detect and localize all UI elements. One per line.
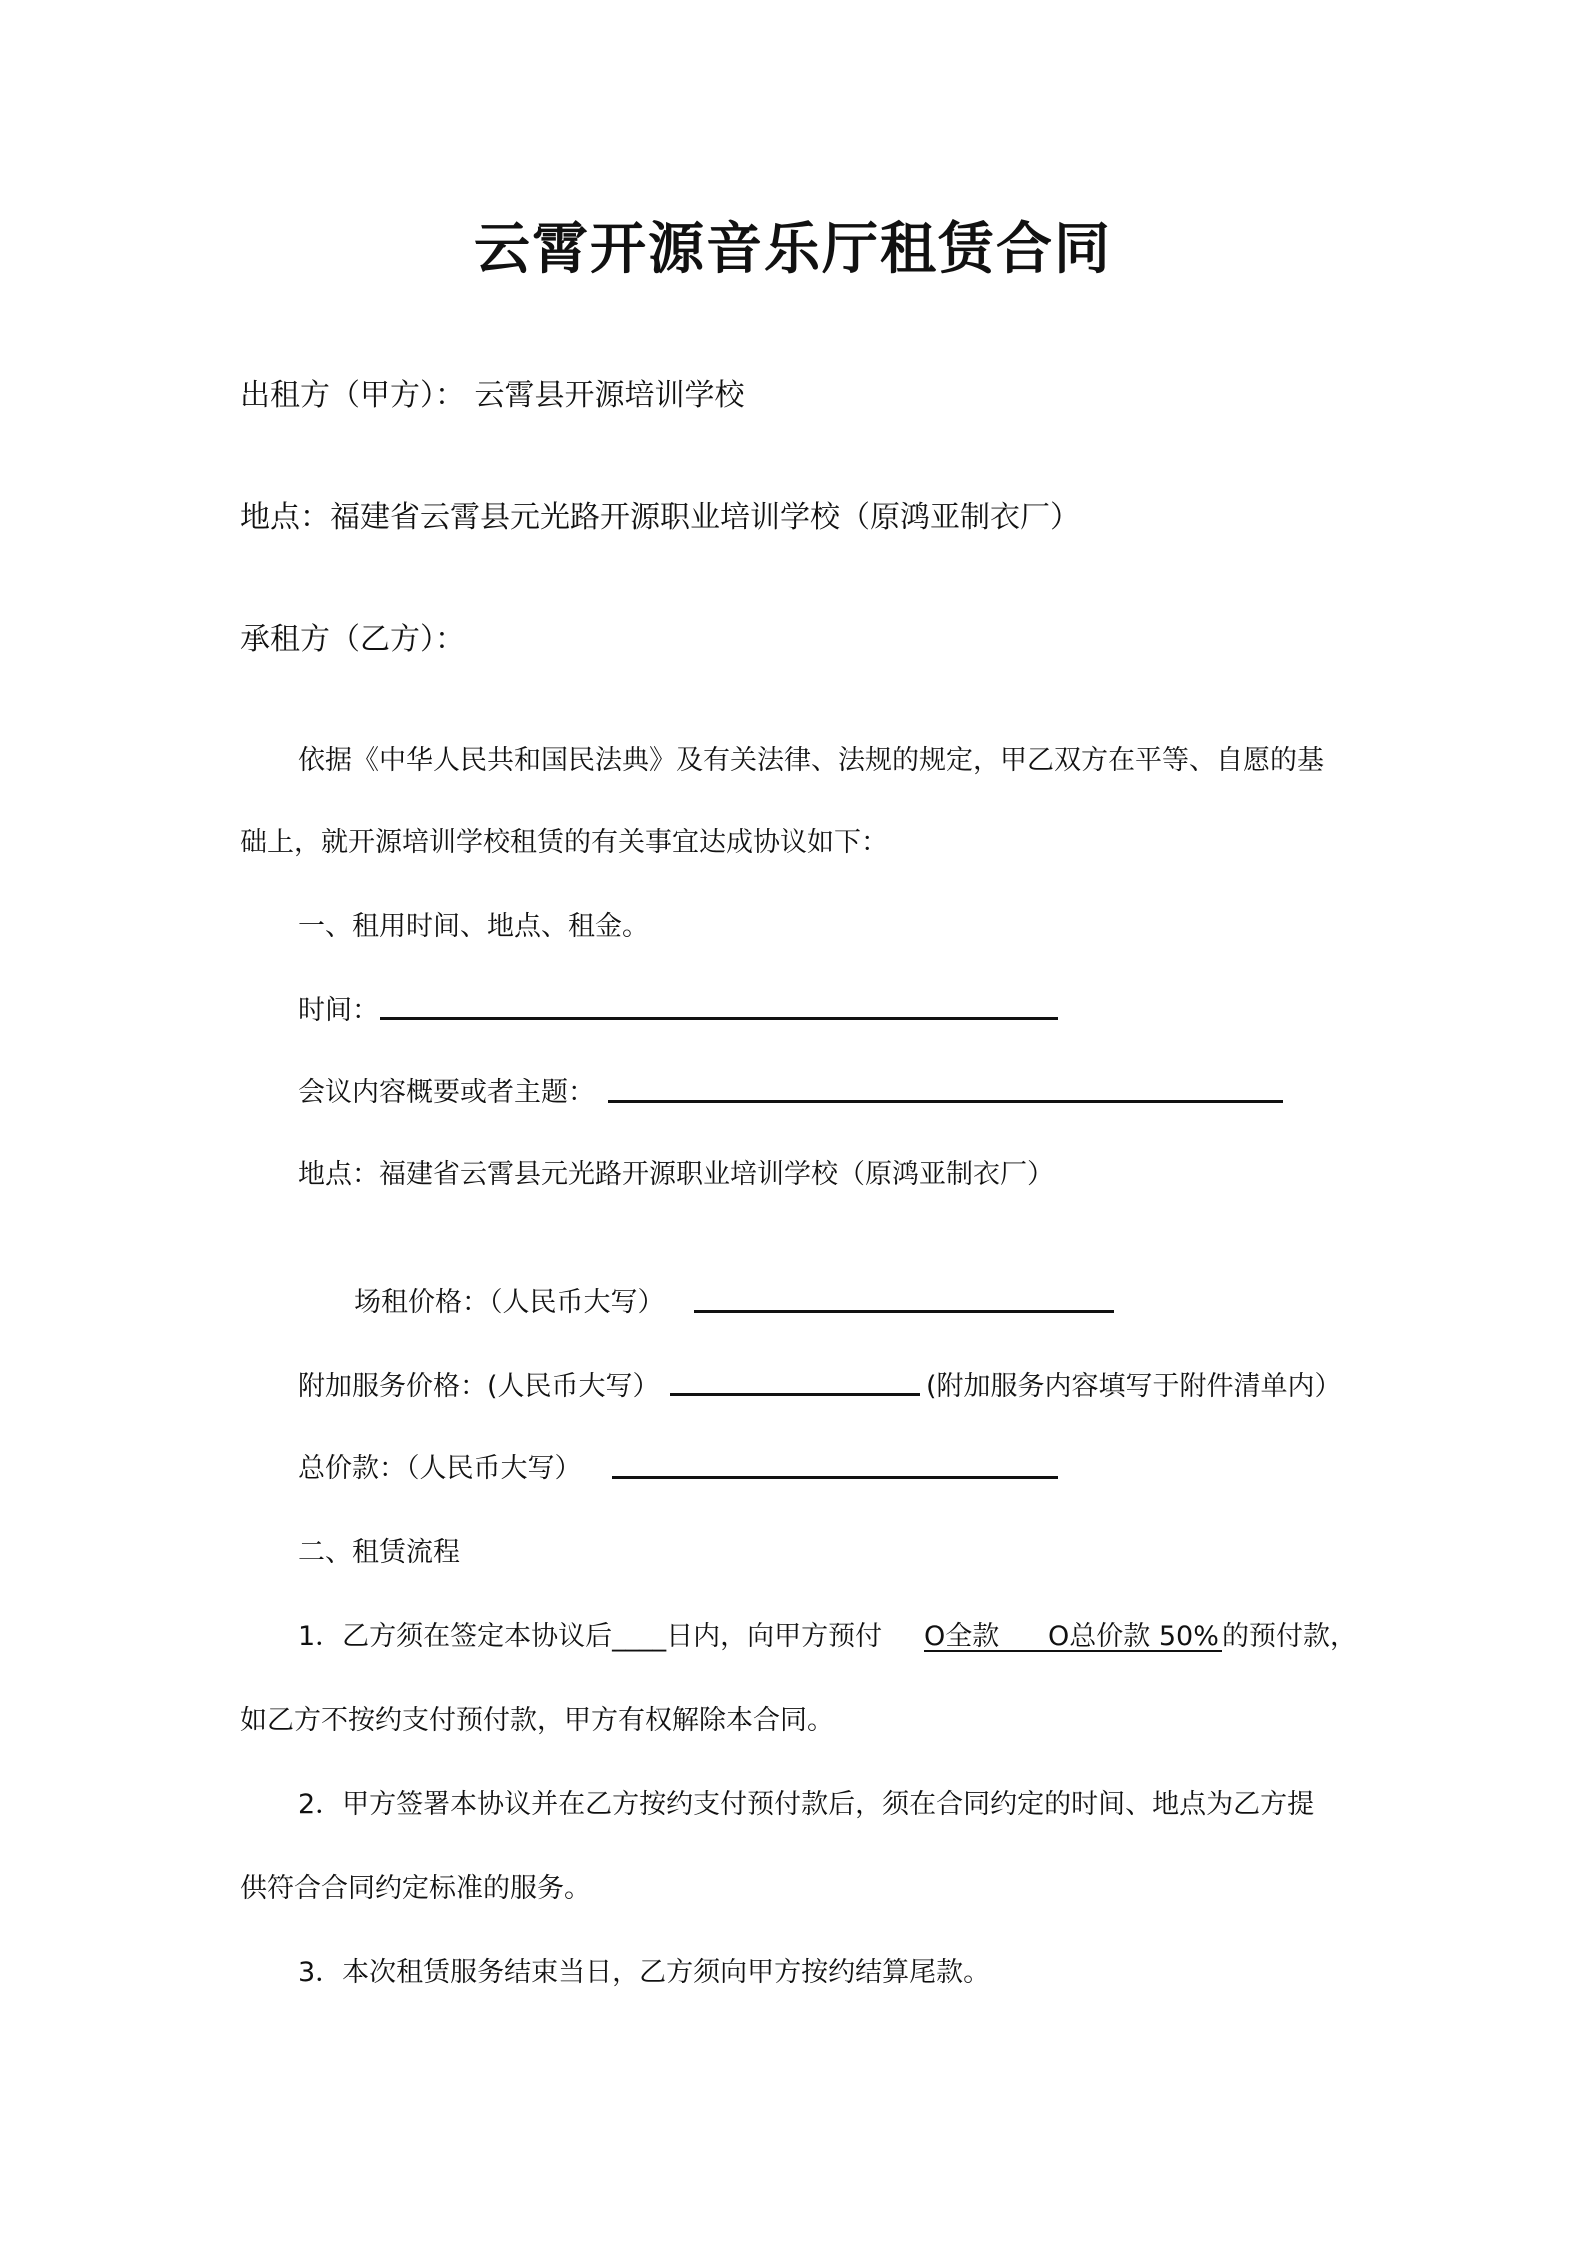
- time-blank-line[interactable]: [380, 1017, 1058, 1020]
- topic-label: 会议内容概要或者主题：: [298, 1077, 595, 1108]
- total-price-label: 总价款：（人民币大写）: [298, 1453, 582, 1484]
- time-label: 时间：: [298, 995, 379, 1026]
- item-1-tail: 的预付款，: [1222, 1621, 1357, 1652]
- lessor-line: 出租方（甲方）： 云霄县开源培训学校: [240, 378, 745, 413]
- lessee-line: 承租方（乙方）：: [240, 622, 465, 657]
- extra-service-note: (附加服务内容填写于附件清单内）: [926, 1371, 1342, 1402]
- item-3-text: 3．本次租赁服务结束当日，乙方须向甲方按约结算尾款。: [298, 1957, 991, 1988]
- item-2-line-2: 供符合合同约定标准的服务。: [240, 1873, 591, 1904]
- payment-options-underline: [924, 1650, 1222, 1652]
- option-half-payment[interactable]: O总价款 50%: [1048, 1621, 1219, 1652]
- document-title: 云霄开源音乐厅租赁合同: [474, 217, 1112, 282]
- extra-price-label: 附加服务价格：(人民币大写）: [298, 1371, 660, 1402]
- lessor-location: 地点：福建省云霄县元光路开源职业培训学校（原鸿亚制衣厂）: [240, 500, 1080, 535]
- venue-price-blank-line[interactable]: [694, 1310, 1114, 1313]
- item-2-line-1: 2．甲方签署本协议并在乙方按约支付预付款后，须在合同约定的时间、地点为乙方提: [298, 1789, 1315, 1820]
- item-1-text: 1．乙方须在签定本协议后____日内，向甲方预付: [298, 1621, 883, 1652]
- option-full-payment[interactable]: O全款: [924, 1621, 1000, 1652]
- total-price-blank-line[interactable]: [612, 1476, 1058, 1479]
- section-2-heading: 二、租赁流程: [298, 1537, 460, 1568]
- venue-price-label: 场租价格：（人民币大写）: [354, 1287, 665, 1318]
- intro-line-1: 依据《中华人民共和国民法典》及有关法律、法规的规定，甲乙双方在平等、自愿的基: [298, 745, 1324, 776]
- place-line: 地点：福建省云霄县元光路开源职业培训学校（原鸿亚制衣厂）: [298, 1159, 1054, 1190]
- extra-price-blank-line[interactable]: [670, 1393, 920, 1396]
- section-1-heading: 一、租用时间、地点、租金。: [298, 911, 649, 942]
- item-1-line-2: 如乙方不按约支付预付款，甲方有权解除本合同。: [240, 1705, 834, 1736]
- intro-line-2: 础上，就开源培训学校租赁的有关事宜达成协议如下：: [240, 827, 888, 858]
- topic-blank-line[interactable]: [608, 1100, 1283, 1103]
